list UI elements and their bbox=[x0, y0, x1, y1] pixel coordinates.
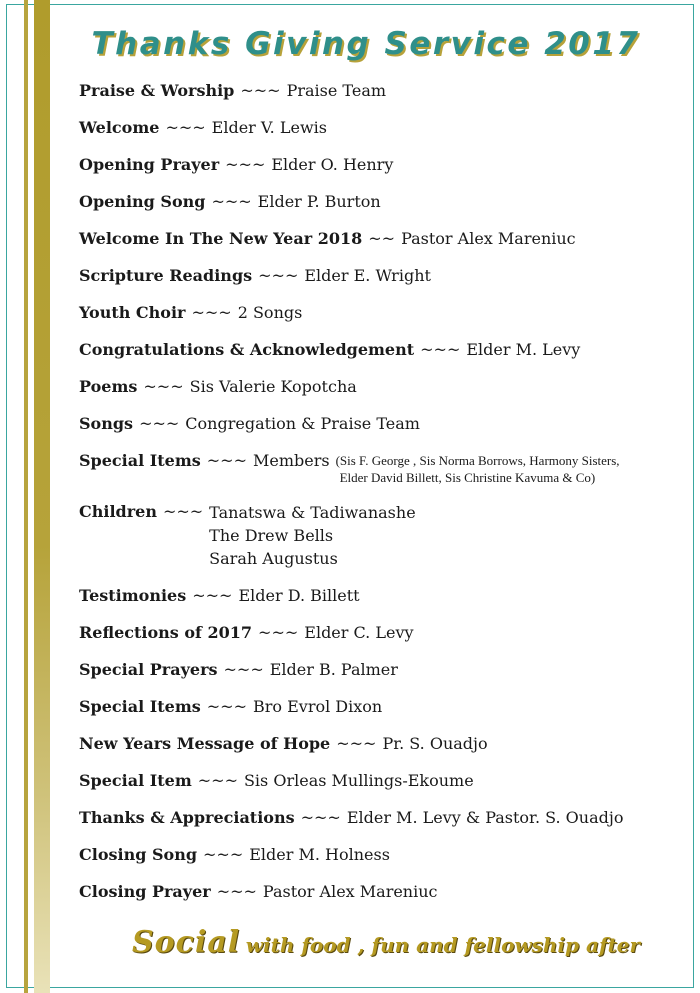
item-name: Special Items bbox=[79, 697, 201, 716]
program-item-children bbox=[79, 501, 679, 570]
item-name: Praise & Worship bbox=[79, 81, 235, 100]
item-name: Closing Song bbox=[79, 845, 198, 864]
members-detail-line: (Sis F. George , Sis Norma Borrows, Harmony Sisters, bbox=[335, 453, 620, 468]
item-person: 2 Songs bbox=[237, 303, 303, 322]
item-separator: ~~~ bbox=[258, 623, 299, 642]
program-item bbox=[79, 844, 679, 866]
item-person: Pastor Alex Mareniuc bbox=[401, 229, 576, 248]
item-separator: ~~~ bbox=[258, 266, 299, 285]
item-separator: ~~~ bbox=[206, 697, 247, 716]
item-separator: ~~~ bbox=[143, 377, 184, 396]
item-separator: ~~ bbox=[368, 229, 396, 248]
item-name: Children bbox=[79, 502, 157, 521]
item-person: Elder M. Levy bbox=[466, 340, 581, 359]
item-person: Pr. S. Ouadjo bbox=[382, 734, 488, 753]
program-item bbox=[79, 807, 679, 829]
item-separator: ~~~ bbox=[203, 845, 244, 864]
program-item bbox=[79, 881, 679, 903]
item-person: Elder C. Levy bbox=[304, 623, 414, 642]
item-separator: ~~~ bbox=[191, 303, 232, 322]
decorative-stripe-thin bbox=[24, 0, 28, 993]
item-separator: ~~~ bbox=[165, 118, 206, 137]
item-name: Thanks & Appreciations bbox=[79, 808, 295, 827]
item-separator: ~~~ bbox=[211, 192, 252, 211]
item-separator: ~~~ bbox=[240, 81, 281, 100]
program-item-special-items bbox=[79, 450, 679, 486]
item-name: Scripture Readings bbox=[79, 266, 253, 285]
children-list-item: Sarah Augustus bbox=[209, 549, 338, 568]
item-name: Special Items bbox=[79, 451, 201, 470]
item-person: Praise Team bbox=[286, 81, 387, 100]
decorative-stripe-wide bbox=[34, 0, 50, 993]
program-item bbox=[79, 265, 679, 287]
item-person: Congregation & Praise Team bbox=[185, 414, 420, 433]
item-person: Elder O. Henry bbox=[271, 155, 394, 174]
program-item bbox=[79, 228, 679, 250]
item-person: Elder B. Palmer bbox=[269, 660, 398, 679]
children-list-item: Tanatswa & Tadiwanashe bbox=[209, 503, 416, 522]
item-person: Elder P. Burton bbox=[257, 192, 381, 211]
program-item bbox=[79, 339, 679, 361]
members-detail-line: Elder David Billett, Sis Christine Kavuma & Co) bbox=[339, 470, 596, 485]
program-item bbox=[79, 659, 679, 681]
program-item bbox=[79, 302, 679, 324]
program-item bbox=[79, 770, 679, 792]
page-title: Thanks Giving Service 2017 bbox=[91, 26, 641, 62]
item-person: Elder M. Holness bbox=[249, 845, 390, 864]
item-separator: ~~~ bbox=[139, 414, 180, 433]
item-name: Welcome In The New Year 2018 bbox=[79, 229, 363, 248]
program-item bbox=[79, 154, 679, 176]
item-person: Members bbox=[252, 451, 330, 470]
item-separator: ~~~ bbox=[225, 155, 266, 174]
item-person: Elder M. Levy & Pastor. S. Ouadjo bbox=[346, 808, 624, 827]
item-name: Poems bbox=[79, 377, 138, 396]
program-item bbox=[79, 696, 679, 718]
item-name: Songs bbox=[79, 414, 134, 433]
item-separator: ~~~ bbox=[206, 451, 247, 470]
program-item bbox=[79, 413, 679, 435]
item-separator: ~~~ bbox=[420, 340, 461, 359]
item-name: Closing Prayer bbox=[79, 882, 211, 901]
item-name: Special Item bbox=[79, 771, 192, 790]
item-name: Welcome bbox=[79, 118, 160, 137]
program-list bbox=[79, 80, 679, 918]
item-name: Reflections of 2017 bbox=[79, 623, 253, 642]
item-name: New Years Message of Hope bbox=[79, 734, 331, 753]
item-separator: ~~~ bbox=[223, 660, 264, 679]
item-person: Elder D. Billett bbox=[238, 586, 360, 605]
item-name: Opening Prayer bbox=[79, 155, 220, 174]
item-person: Sis Orleas Mullings-Ekoume bbox=[243, 771, 474, 790]
item-name: Special Prayers bbox=[79, 660, 218, 679]
program-item bbox=[79, 622, 679, 644]
item-name: Youth Choir bbox=[79, 303, 186, 322]
footer-rest: with food , fun and fellowship after bbox=[245, 933, 641, 957]
item-separator: ~~~ bbox=[162, 502, 204, 521]
item-separator: ~~~ bbox=[192, 586, 233, 605]
item-person: Pastor Alex Mareniuc bbox=[262, 882, 438, 901]
children-list-item: The Drew Bells bbox=[209, 526, 334, 545]
program-item bbox=[79, 376, 679, 398]
item-separator: ~~~ bbox=[336, 734, 377, 753]
item-name: Congratulations & Acknowledgement bbox=[79, 340, 415, 359]
children-list bbox=[209, 501, 416, 570]
item-separator: ~~~ bbox=[197, 771, 238, 790]
item-name: Opening Song bbox=[79, 192, 206, 211]
program-item bbox=[79, 733, 679, 755]
item-person: Bro Evrol Dixon bbox=[252, 697, 383, 716]
program-item bbox=[79, 80, 679, 102]
item-separator: ~~~ bbox=[300, 808, 341, 827]
program-item bbox=[79, 117, 679, 139]
footer-tagline bbox=[132, 925, 641, 960]
program-item bbox=[79, 191, 679, 213]
item-person: Sis Valerie Kopotcha bbox=[189, 377, 357, 396]
item-person: Elder E. Wright bbox=[304, 266, 431, 285]
item-name: Testimonies bbox=[79, 586, 187, 605]
members-detail bbox=[336, 452, 620, 486]
item-person: Elder V. Lewis bbox=[211, 118, 327, 137]
footer-highlight: Social bbox=[132, 925, 241, 960]
program-item bbox=[79, 585, 679, 607]
item-separator: ~~~ bbox=[216, 882, 257, 901]
